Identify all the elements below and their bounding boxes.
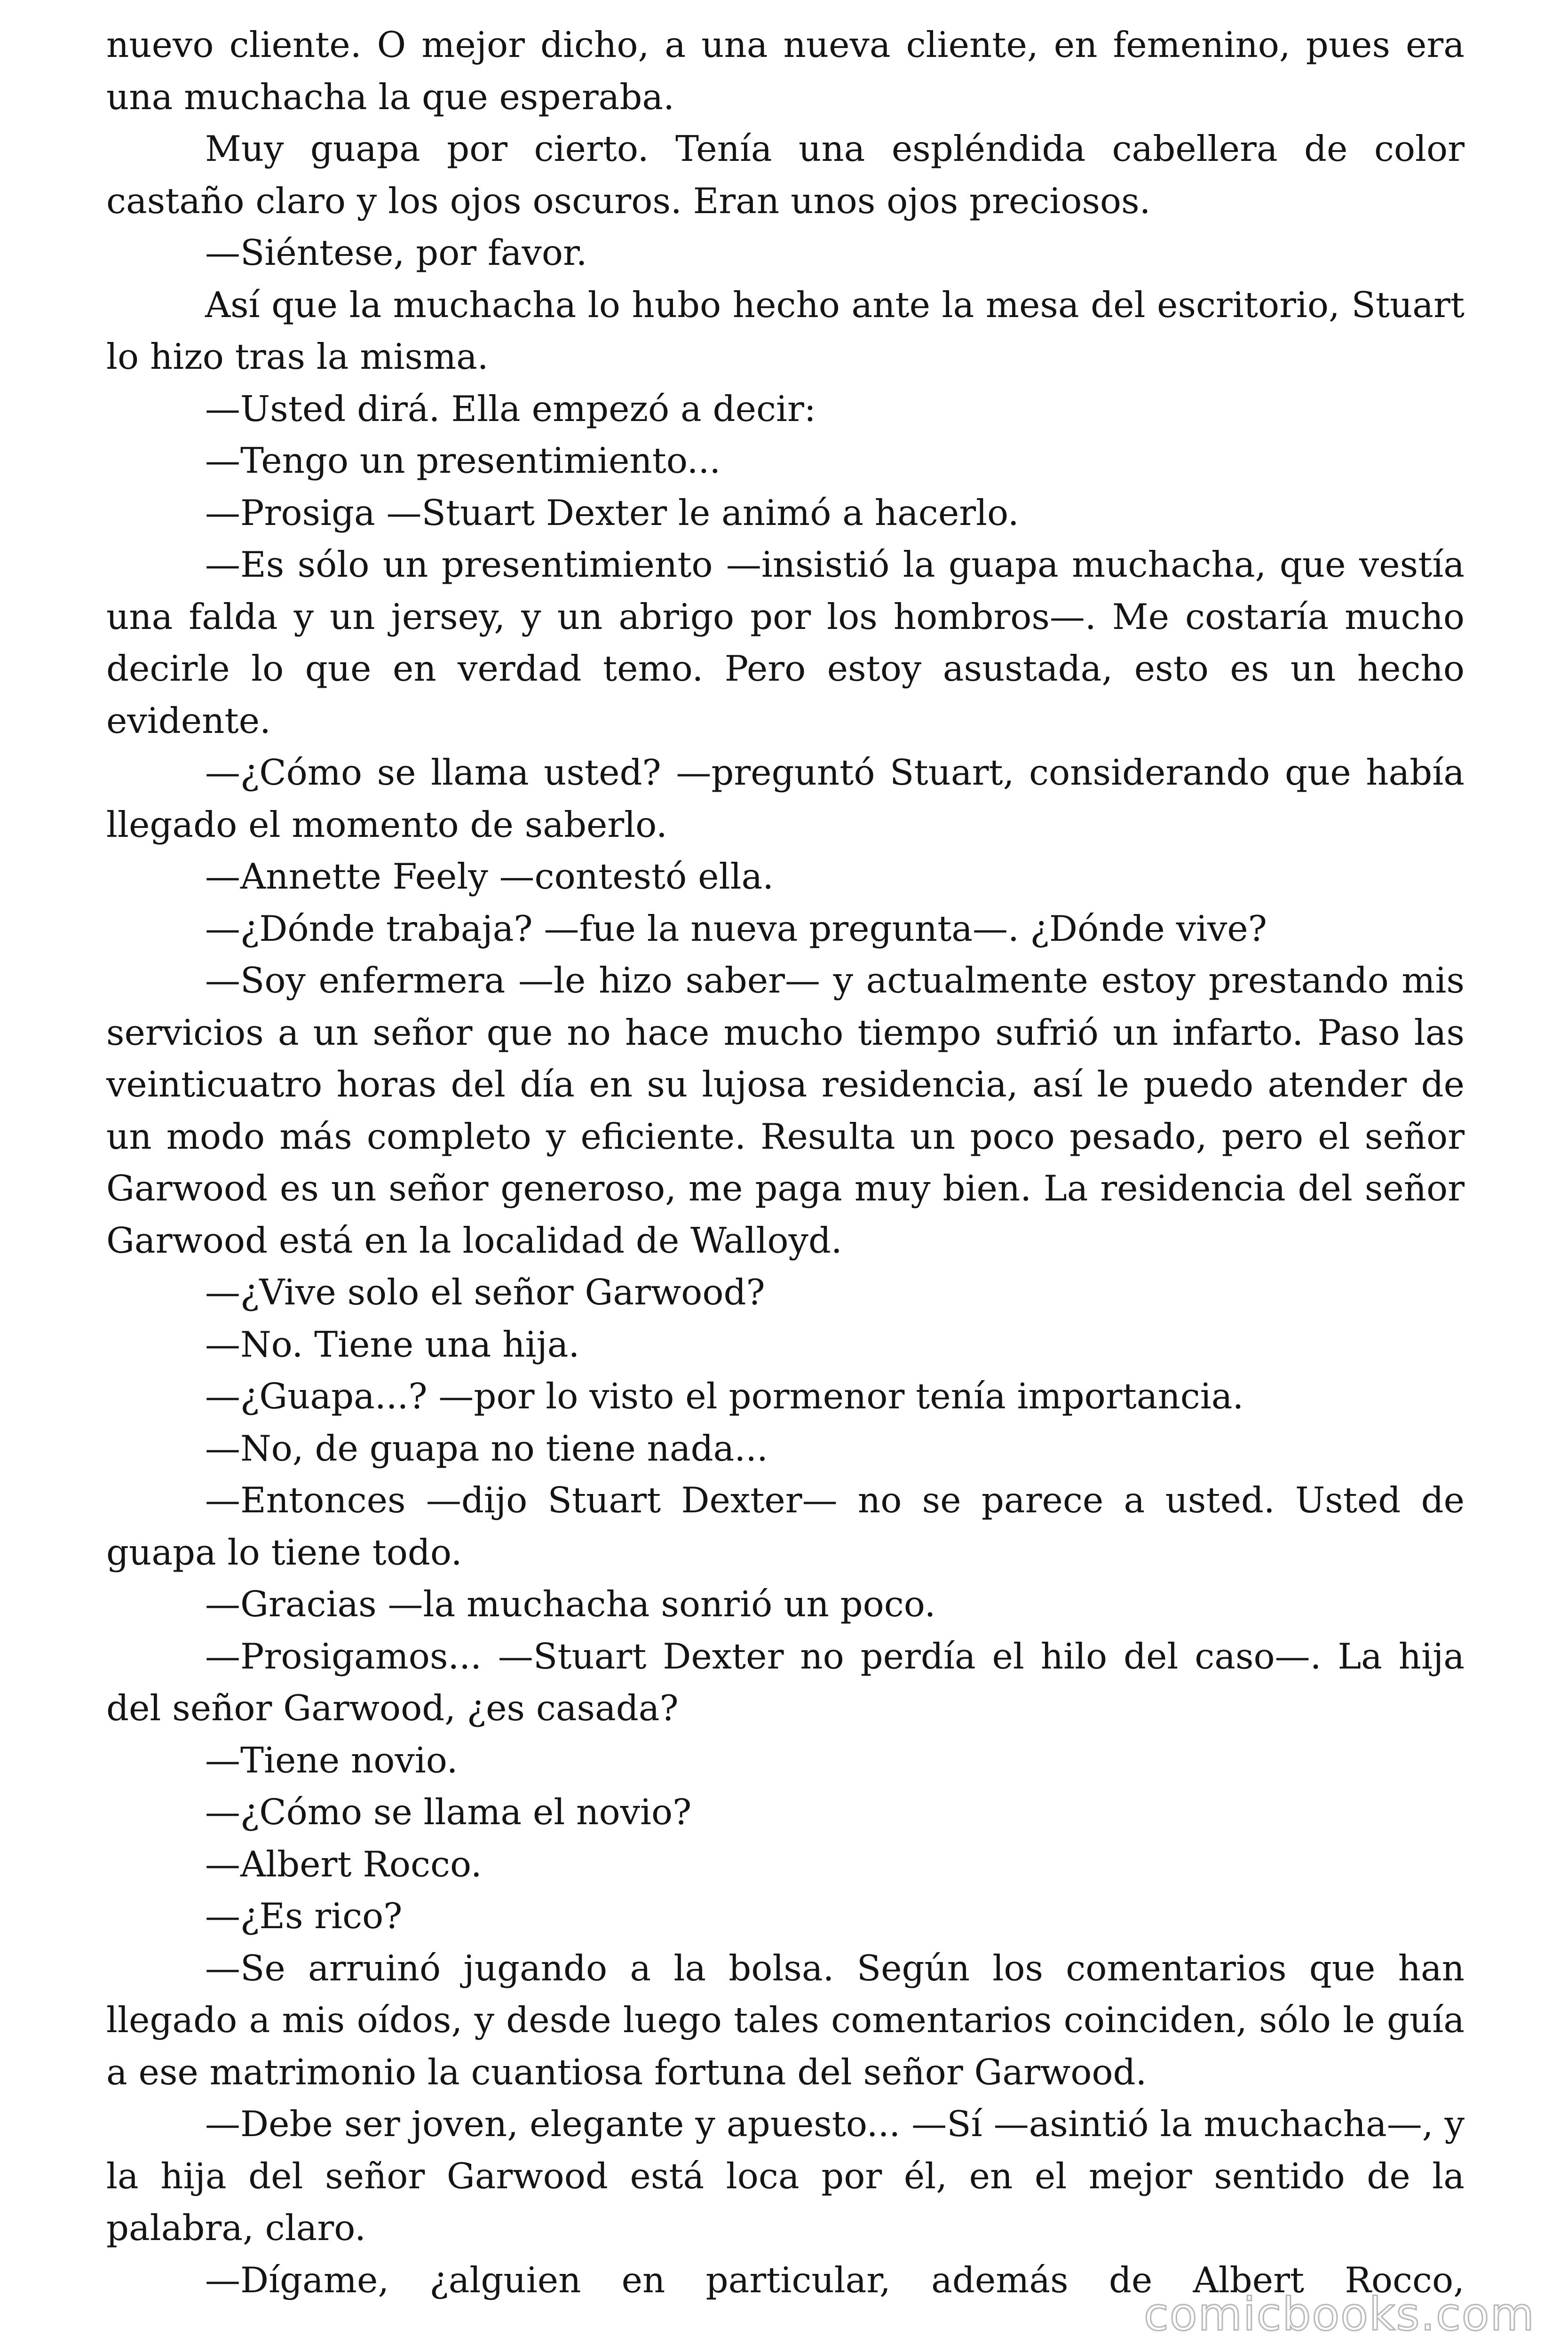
paragraph: —Prosiga —Stuart Dexter le animó a hacerlo. xyxy=(205,492,1019,533)
paragraph: Así que la muchacha lo hubo hecho ante la mesa del escritorio, Stuart lo hizo tras la misma. xyxy=(106,284,1465,377)
book-page-text xyxy=(106,19,1465,2306)
paragraph: —Dígame, ¿alguien en particular, además de Albert Rocco, xyxy=(205,2259,1465,2301)
paragraph: —¿Guapa...? —por lo visto el pormenor tenía importancia. xyxy=(205,1375,1244,1417)
paragraph: —No. Tiene una hija. xyxy=(205,1323,580,1365)
paragraph: —No, de guapa no tiene nada... xyxy=(205,1427,768,1469)
paragraph: nuevo cliente. O mejor dicho, a una nueva cliente, en femenino, pues era una muchacha la que esperaba. xyxy=(106,24,1465,118)
paragraph: —Se arruinó jugando a la bolsa. Según los comentarios que han llegado a mis oídos, y desde luego tales comentarios coinciden, sólo le guía a ese matrimonio la cuantiosa fortuna del señor Garwood. xyxy=(106,1947,1465,2093)
paragraph: —Siéntese, por favor. xyxy=(205,232,587,273)
watermark: comicbooks.com xyxy=(1143,2288,1535,2341)
paragraph: Muy guapa por cierto. Tenía una espléndida cabellera de color castaño claro y los ojos oscuros. Eran unos ojos preciosos. xyxy=(106,128,1465,222)
paragraph: —Annette Feely —contestó ella. xyxy=(205,856,774,897)
paragraph: —Entonces —dijo Stuart Dexter— no se parece a usted. Usted de guapa lo tiene todo. xyxy=(106,1479,1465,1573)
paragraph: —¿Cómo se llama usted? —preguntó Stuart, considerando que había llegado el momento de saberlo. xyxy=(106,752,1465,845)
paragraph: —¿Dónde trabaja? —fue la nueva pregunta—. ¿Dónde vive? xyxy=(205,907,1267,949)
paragraph: —Soy enfermera —le hizo saber— y actualmente estoy prestando mis servicios a un señor que no hace mucho tiempo sufrió un infarto. Paso las veinticuatro horas del día en su lujosa residencia, así le puedo atender de un modo más completo y eficiente. Resulta un poco pesado, pero el señor Garwood es un señor generoso, me paga muy bien. La residencia del señor Garwood está en la localidad de Walloyd. xyxy=(106,960,1465,1261)
paragraph: —¿Es rico? xyxy=(205,1895,403,1937)
paragraph: —Albert Rocco. xyxy=(205,1843,482,1885)
paragraph: —Gracias —la muchacha sonrió un poco. xyxy=(205,1583,936,1625)
paragraph: —¿Vive solo el señor Garwood? xyxy=(205,1271,765,1313)
paragraph: —Usted dirá. Ella empezó a decir: xyxy=(205,388,816,429)
paragraph: —Tiene novio. xyxy=(205,1739,458,1781)
paragraph: —Prosigamos... —Stuart Dexter no perdía el hilo del caso—. La hija del señor Garwood, ¿es casada? xyxy=(106,1635,1465,1729)
paragraph: —¿Cómo se llama el novio? xyxy=(205,1791,692,1833)
paragraph: —Tengo un presentimiento... xyxy=(205,440,721,481)
paragraph: —Es sólo un presentimiento —insistió la guapa muchacha, que vestía una falda y un jersey, y un abrigo por los hombros—. Me costaría mucho decirle lo que en verdad temo. Pero estoy asustada, esto es un hecho evidente. xyxy=(106,544,1465,741)
paragraph: —Debe ser joven, elegante y apuesto... —Sí —asintió la muchacha—, y la hija del señor Garwood está loca por él, en el mejor sentido de la palabra, claro. xyxy=(106,2103,1465,2249)
